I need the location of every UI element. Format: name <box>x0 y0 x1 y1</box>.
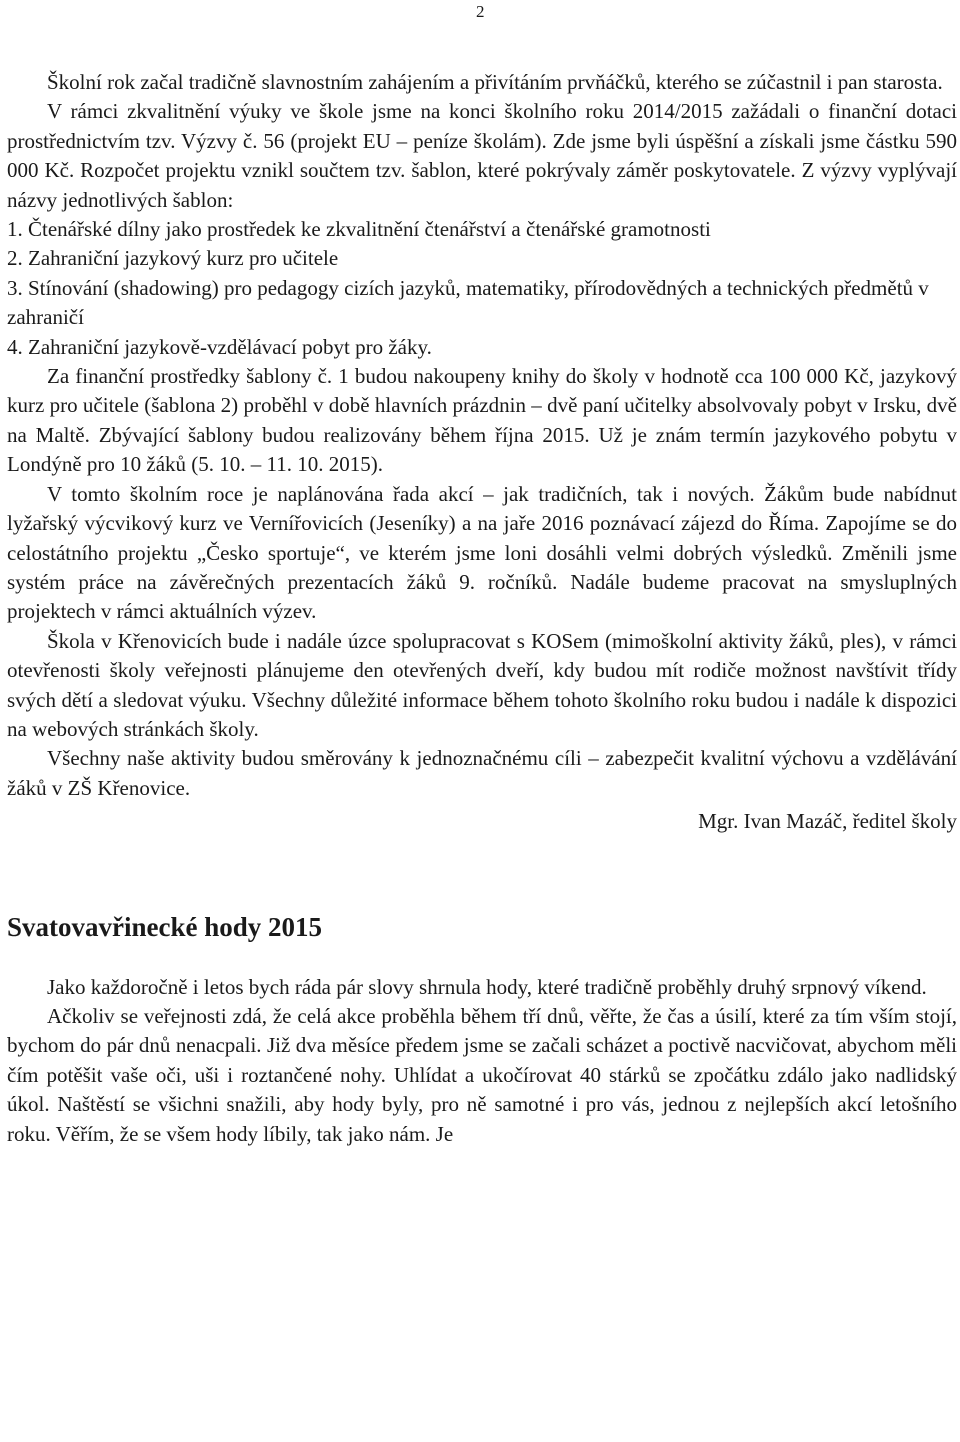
paragraph-cooperation: Škola v Křenovicích bude i nadále úzce spolupracovat s KOSem (mimoškolní aktivity žáků, ples), v rámci otevřenosti školy veřejnosti plánujeme den otevřených dveří, kdy budou mít rodiče možnost navštívit třídy svých dětí a sledovat výuku. Všechny důležité informace během tohoto školního roku budou i nadále k dispozici na webových stránkách školy. <box>7 628 957 741</box>
article-title: Svatovavřinecké hody 2015 <box>7 911 323 942</box>
document-body <box>7 68 957 1149</box>
page-number: 2 <box>476 2 485 21</box>
list-item-template-3: 3. Stínování (shadowing) pro pedagogy cizích jazyků, matematiky, přírodovědných a technických předmětů v zahraničí <box>7 275 929 330</box>
article-hody <box>7 911 957 1149</box>
paragraph-funding: Za finanční prostředky šablony č. 1 budou nakoupeny knihy do školy v hodnotě cca 100 000 Kč, jazykový kurz pro učitele (šablona 2) proběhl v době hlavních prázdnin – dvě paní učitelky absolvovaly pobyt v Irsku, dvě na Maltě. Zbývající šablony budou realizovány během října 2015. Už je znám termín jazykového pobytu v Londýně pro 10 žáků (5. 10. – 11. 10. 2015). <box>7 364 957 477</box>
list-item-template-4: 4. Zahraniční jazykově-vzdělávací pobyt pro žáky. <box>7 334 432 359</box>
paragraph-opening: Školní rok začal tradičně slavnostním zahájením a přivítáním prvňáčků, kterého se zúčastnil i pan starosta. <box>47 70 943 94</box>
paragraph-goal: Všechny naše aktivity budou směrovány k jednoznačnému cíli – zabezpečit kvalitní výchovu a vzdělávání žáků v ZŠ Křenovice. <box>7 746 957 800</box>
paragraph-hody-intro: Jako každoročně i letos bych ráda pár slovy shrnula hody, které tradičně proběhly druhý srpnový víkend. <box>47 974 927 999</box>
list-item-template-2: 2. Zahraniční jazykový kurz pro učitele <box>7 246 339 271</box>
paragraph-eu-project: V rámci zkvalitnění výuky ve škole jsme na konci školního roku 2014/2015 zažádali o finanční dotaci prostřednictvím tzv. Výzvy č. 56 (projekt EU – peníze školám). Zde jsme byli úspěšní a získali jsme částku 590 000 Kč. Rozpočet projektu vznikl součtem tzv. šablon, které pokrývaly záměr poskytovatele. Z výzvy vyplývají názvy jednotlivých šablon: <box>7 99 957 212</box>
article-school-year <box>7 68 957 837</box>
paragraph-events: V tomto školním roce je naplánována řada akcí – jak tradičních, tak i nových. Žákům bude nabídnut lyžařský výcvikový kurz ve Vernířovicích (Jeseníky) a na jaře 2016 poznávací zájezd do Říma. Zapojíme se do celostátního projektu „Česko sportuje“, ve kterém jsme loni dosáhli velmi dobrých výsledků. Změnili jsme systém práce na závěrečných prezentacích žáků 9. ročníků. Nadále budeme pracovat na smysluplných projektech v rámci aktuálních výzev. <box>7 481 957 624</box>
list-item-template-1: 1. Čtenářské dílny jako prostředek ke zkvalitnění čtenářství a čtenářské gramotnosti <box>7 217 711 242</box>
paragraph-hody-preparation: Ačkoliv se veřejnosti zdá, že celá akce proběhla během tří dnů, věřte, že čas a úsilí, které za tím vším stojí, bychom do pár dnů nenacpali. Již dva měsíce předem jsme se začali scházet a poctivě nacvičovat, abychom měli čím potěšit vaše oči, uši i roztančené nohy. Uhlídat a ukočírovat 40 stárků se zpočátku zdálo jako nadlidský úkol. Naštěstí se všichni snažili, aby hody byly, pro ně samotné i pro vás, jednou z nejlepších akcí letošního roku. Věřím, že se všem hody líbily, tak jako nám. Je <box>7 1003 957 1146</box>
signature: Mgr. Ivan Mazáč, ředitel školy <box>698 809 957 834</box>
